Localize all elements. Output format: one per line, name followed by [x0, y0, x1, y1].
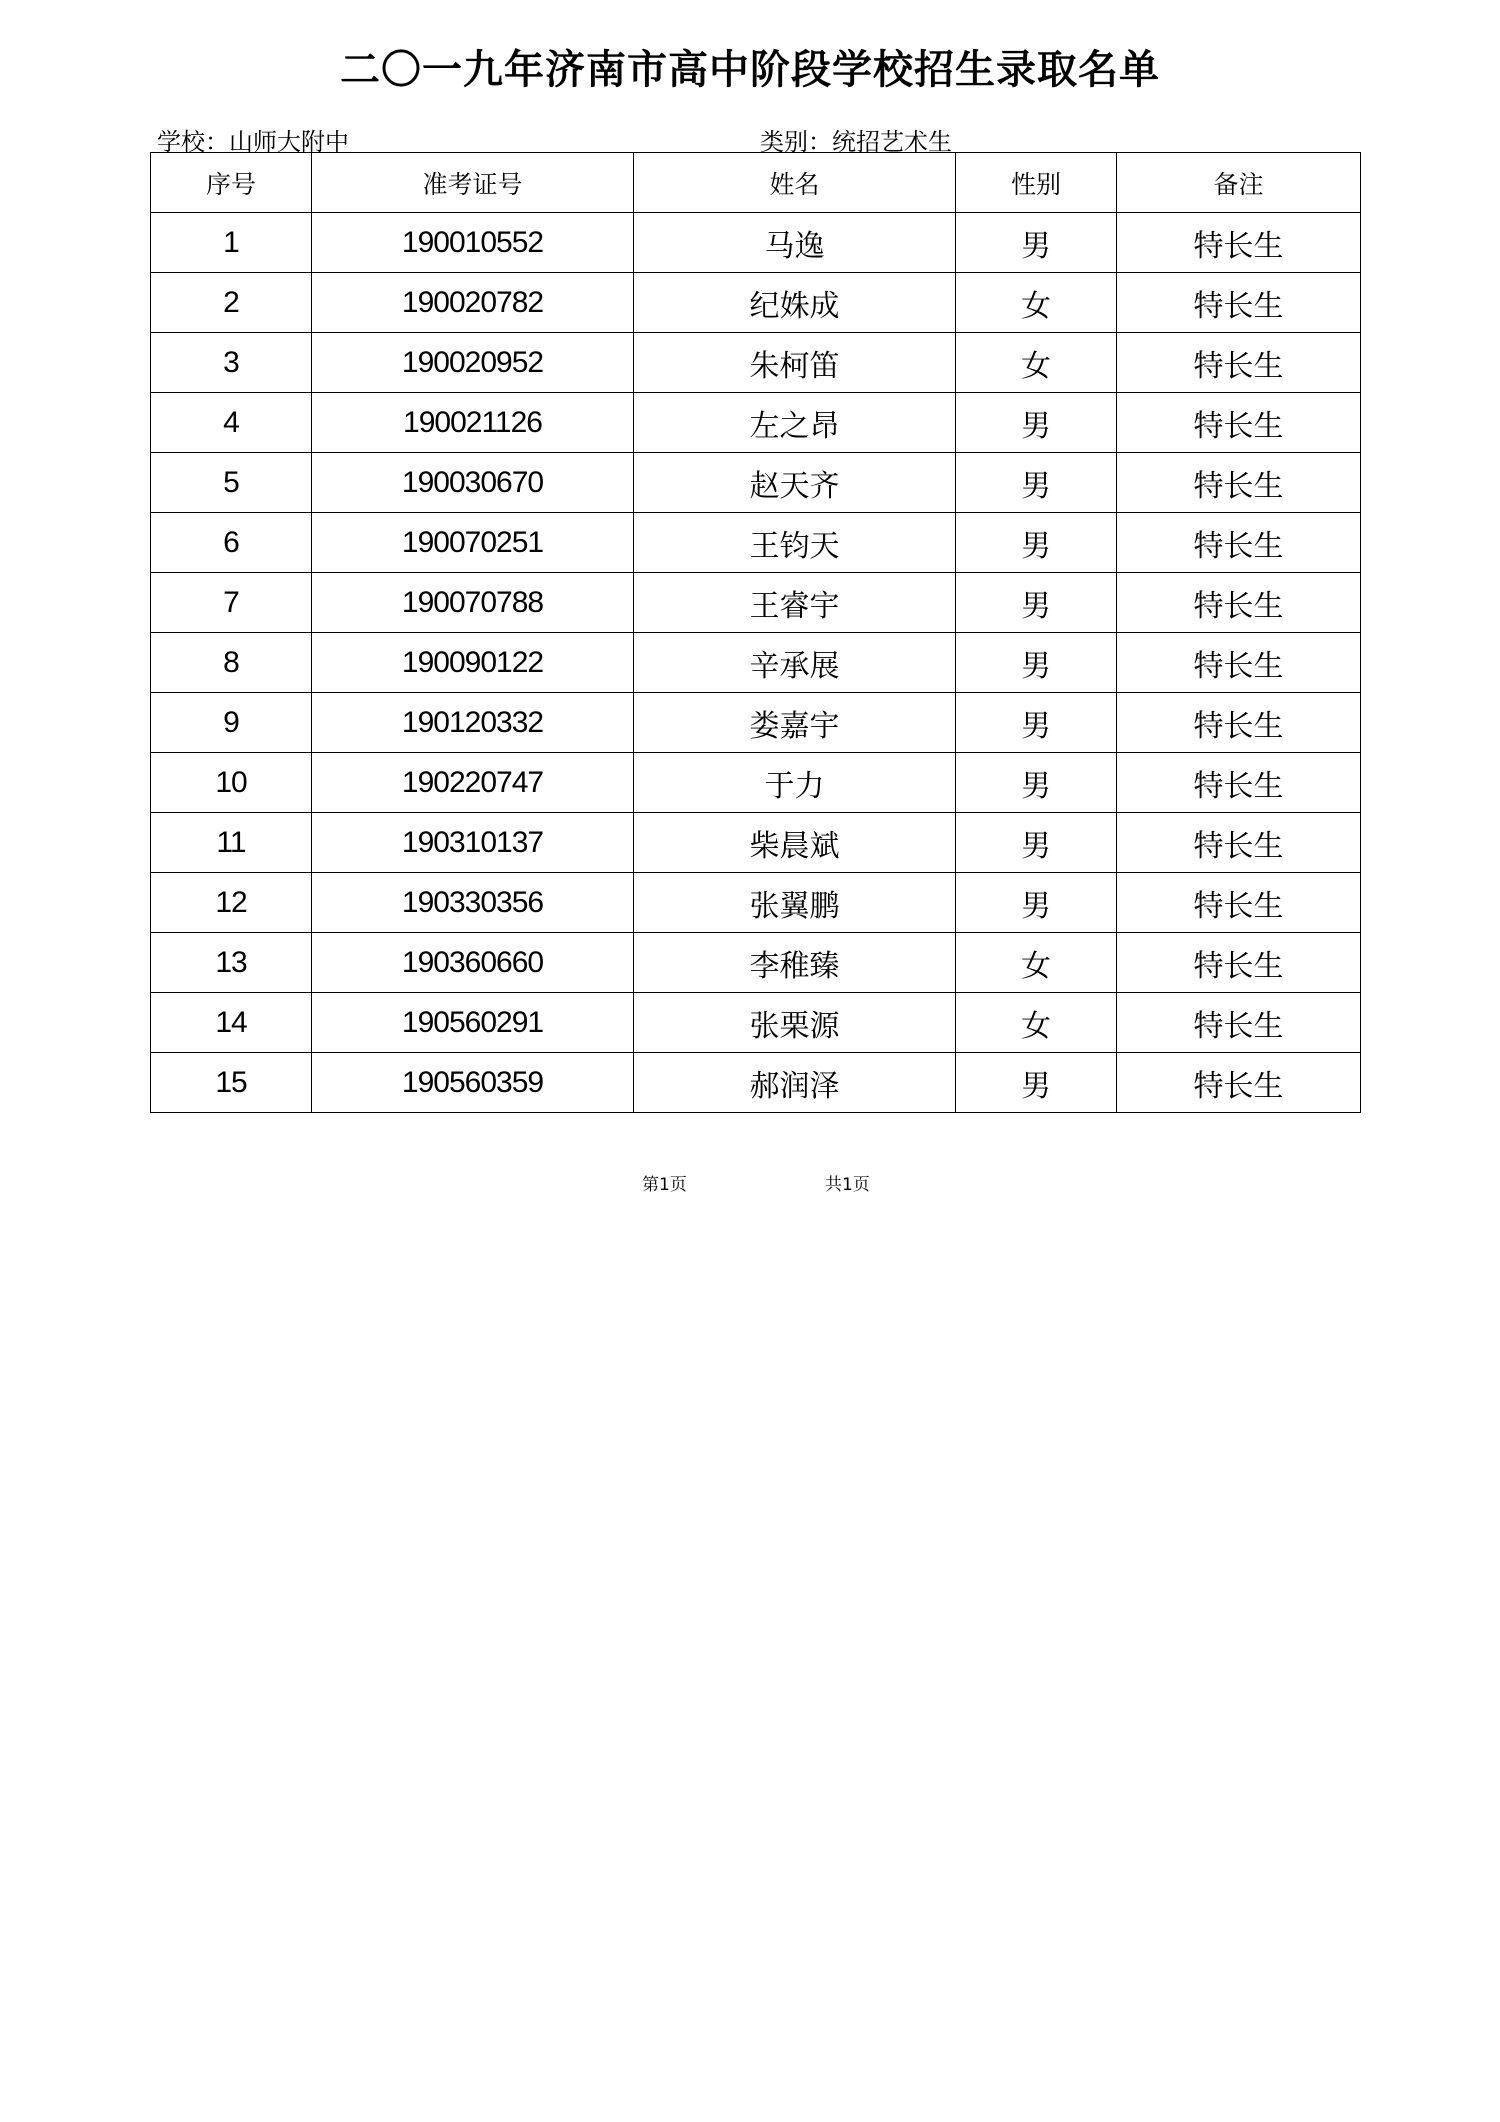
header-remark: 备注	[1117, 153, 1361, 213]
serial-no-cell: 7	[151, 573, 312, 633]
exam-id-cell: 190030670	[312, 453, 634, 513]
serial-no-cell: 9	[151, 693, 312, 753]
page-number: 第1页	[642, 1175, 687, 1195]
table-row	[151, 453, 1361, 513]
exam-id-cell: 190070788	[312, 573, 634, 633]
exam-id-cell: 190020952	[312, 333, 634, 393]
name-cell: 于力	[634, 753, 956, 813]
gender-cell: 男	[956, 573, 1117, 633]
header-name: 姓名	[634, 153, 956, 213]
gender-cell: 女	[956, 333, 1117, 393]
name-cell: 娄嘉宇	[634, 693, 956, 753]
remark-cell: 特长生	[1117, 993, 1361, 1053]
document-title: 二〇一九年济南市高中阶段学校招生录取名单	[340, 47, 1160, 93]
table-row	[151, 213, 1361, 273]
gender-cell: 女	[956, 933, 1117, 993]
exam-id-cell: 190560291	[312, 993, 634, 1053]
name-cell: 郝润泽	[634, 1053, 956, 1113]
table-row	[151, 513, 1361, 573]
remark-cell: 特长生	[1117, 213, 1361, 273]
serial-no-cell: 14	[151, 993, 312, 1053]
gender-cell: 男	[956, 1053, 1117, 1113]
name-cell: 李稚臻	[634, 933, 956, 993]
serial-no-cell: 4	[151, 393, 312, 453]
gender-cell: 男	[956, 813, 1117, 873]
gender-cell: 男	[956, 633, 1117, 693]
serial-no-cell: 11	[151, 813, 312, 873]
remark-cell: 特长生	[1117, 453, 1361, 513]
serial-no-cell: 2	[151, 273, 312, 333]
name-cell: 王钧天	[634, 513, 956, 573]
gender-cell: 男	[956, 873, 1117, 933]
table-row	[151, 873, 1361, 933]
exam-id-cell: 190360660	[312, 933, 634, 993]
name-cell: 左之昂	[634, 393, 956, 453]
exam-id-cell: 190310137	[312, 813, 634, 873]
remark-cell: 特长生	[1117, 1053, 1361, 1113]
exam-id-cell: 190220747	[312, 753, 634, 813]
table-header-row	[151, 153, 1361, 213]
exam-id-cell: 190010552	[312, 213, 634, 273]
page-total: 共1页	[825, 1175, 870, 1195]
gender-cell: 男	[956, 513, 1117, 573]
table-row	[151, 933, 1361, 993]
school-label: 学校：山师大附中	[157, 128, 349, 156]
gender-cell: 女	[956, 993, 1117, 1053]
name-cell: 赵天齐	[634, 453, 956, 513]
remark-cell: 特长生	[1117, 513, 1361, 573]
table-row	[151, 753, 1361, 813]
table-row	[151, 1053, 1361, 1113]
table-row	[151, 273, 1361, 333]
exam-id-cell: 190020782	[312, 273, 634, 333]
remark-cell: 特长生	[1117, 753, 1361, 813]
table-row	[151, 993, 1361, 1053]
remark-cell: 特长生	[1117, 573, 1361, 633]
table-row	[151, 393, 1361, 453]
serial-no-cell: 13	[151, 933, 312, 993]
serial-no-cell: 1	[151, 213, 312, 273]
exam-id-cell: 190021126	[312, 393, 634, 453]
gender-cell: 男	[956, 453, 1117, 513]
serial-no-cell: 3	[151, 333, 312, 393]
exam-id-cell: 190330356	[312, 873, 634, 933]
name-cell: 张栗源	[634, 993, 956, 1053]
name-cell: 柴晨斌	[634, 813, 956, 873]
header-gender: 性别	[956, 153, 1117, 213]
serial-no-cell: 12	[151, 873, 312, 933]
remark-cell: 特长生	[1117, 693, 1361, 753]
header-exam-id: 准考证号	[312, 153, 634, 213]
serial-no-cell: 6	[151, 513, 312, 573]
table-body	[151, 213, 1361, 1113]
serial-no-cell: 8	[151, 633, 312, 693]
remark-cell: 特长生	[1117, 393, 1361, 453]
gender-cell: 男	[956, 393, 1117, 453]
remark-cell: 特长生	[1117, 633, 1361, 693]
remark-cell: 特长生	[1117, 273, 1361, 333]
name-cell: 纪姝成	[634, 273, 956, 333]
gender-cell: 男	[956, 693, 1117, 753]
table-row	[151, 633, 1361, 693]
table-row	[151, 693, 1361, 753]
remark-cell: 特长生	[1117, 873, 1361, 933]
exam-id-cell: 190560359	[312, 1053, 634, 1113]
exam-id-cell: 190090122	[312, 633, 634, 693]
serial-no-cell: 10	[151, 753, 312, 813]
admission-table	[150, 152, 1361, 1113]
header-serial-no: 序号	[151, 153, 312, 213]
name-cell: 朱柯笛	[634, 333, 956, 393]
exam-id-cell: 190070251	[312, 513, 634, 573]
name-cell: 王睿宇	[634, 573, 956, 633]
remark-cell: 特长生	[1117, 933, 1361, 993]
remark-cell: 特长生	[1117, 333, 1361, 393]
category-label: 类别：统招艺术生	[760, 128, 952, 156]
serial-no-cell: 15	[151, 1053, 312, 1113]
name-cell: 马逸	[634, 213, 956, 273]
table-row	[151, 573, 1361, 633]
gender-cell: 男	[956, 213, 1117, 273]
gender-cell: 女	[956, 273, 1117, 333]
table-row	[151, 813, 1361, 873]
exam-id-cell: 190120332	[312, 693, 634, 753]
table-row	[151, 333, 1361, 393]
name-cell: 辛承展	[634, 633, 956, 693]
name-cell: 张翼鹏	[634, 873, 956, 933]
remark-cell: 特长生	[1117, 813, 1361, 873]
serial-no-cell: 5	[151, 453, 312, 513]
gender-cell: 男	[956, 753, 1117, 813]
